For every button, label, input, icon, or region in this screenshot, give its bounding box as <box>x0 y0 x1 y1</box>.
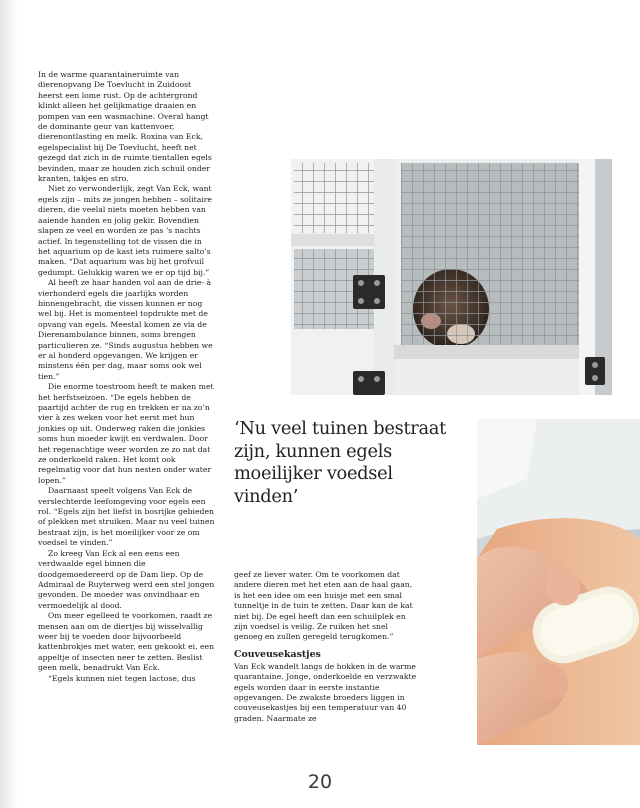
hedgehog-cage-photo <box>291 159 612 395</box>
paragraph: Die enorme toestroom heeft te maken met het herfstseizoen. “De egels hebben de paartijd achter de rug en trekken er na zo’n vier à zes weken voor het eerst met hun jonkies op uit. Onderweg raken die jonkies soms hun moeder kwijt en verdwalen. Door het regenachtige weer worden ze zo nat dat ze onderkoeld raken. Het komt ook regelmatig voor dat hun nesten onder water lopen.” <box>38 382 214 485</box>
paragraph: Van Eck wandelt langs de hokken in de warme quarantaine. Jonge, onderkoelde en verzwakte egels worden daar in eerste instantie opgevangen. De zwakste broeders liggen in couveusekastjes bij een temperatuur van 40 graden. Naarmate ze <box>234 661 417 723</box>
pull-quote: ‘Nu veel tuinen bestraat zijn, kunnen egels moeilijker voedsel vinden’ <box>234 418 446 507</box>
hand-with-bottle-photo <box>477 419 640 745</box>
paragraph: Zo kreeg Van Eck al een eens een verdwaalde egel binnen die doodgemoedereerd op de Dam liep. Op de Admiraal de Ruyterweg werd een stel jongen gevonden. De moeder was onvindbaar en vermoedelijk al dood. <box>38 548 215 610</box>
paragraph: Niet zo verwonderlijk, zegt Van Eck, want egels zijn – mits ze jongen hebben – solitaire dieren, die veelal niets moeten hebben van aaiende handen en jolig gekir. Bovendien slapen ze veel en worden ze pas ’s nachts actief. In tegenstelling tot de vissen die in het aquarium op de kast iets ruimere salto’s maken. “Dat aquarium was bij het grofvuil gedumpt. Gelukkig waren we er op tijd bij.” <box>38 184 212 277</box>
paragraph: Om meer egelleed te voorkomen, raadt ze mensen aan om de diertjes bij wisselvallig weer bij te voeden door bijvoorbeeld kattenbrokjes met water, een gekookt ei, een appeltje of insecten neer te zetten. Beslist geen melk, benadrukt Van Eck. <box>38 611 215 673</box>
paragraph: Al heeft ze haar handen vol aan de drie- à vierhonderd egels die jaarlijks worden binnengebracht, die vissen kunnen er nog wel bij. Het is momenteel topdrukte met de opvang van egels. Meestal komen ze via de Dierenambulance binnen, soms brengen particulieren ze. “Sinds augustus hebben we er al honderd opgevangen. We krijgen er minstens één per dag, maar soms ook wel tien.” <box>38 278 213 381</box>
paragraph: Daarnaast speelt volgens Van Eck de verslechterde leefomgeving voor egels een rol. “Egels zijn het liefst in bosrijke gebieden of plekken met struiken. Maar nu veel tuinen bestraat zijn, is het moeilijker voor ze om voedsel te vinden.” <box>38 486 215 548</box>
paragraph: In de warme quarantaineruimte van dierenopvang De Toevlucht in Zuidoost heerst een lome rust. Op de achtergrond klinkt alleen het gelijkmatige draaien en pompen van een wasmachine. Overal hangt de dominante geur van kattenvoer, dierenontlasting en melk. Roxina van Eck, egelspecialist bij De Toevlucht, heeft net gezegd dat zich in de ruimte tientallen egels bevinden, maar ze houden zich schuil onder kranten, takjes en stro. <box>38 70 212 184</box>
page-number: 20 <box>307 771 333 793</box>
section-subheading: Couveusekastjes <box>234 648 321 660</box>
page-gutter-shadow <box>0 0 18 808</box>
paragraph: “Egels kunnen niet tegen lactose, dus <box>48 673 196 683</box>
article-column-2 <box>234 570 418 724</box>
paragraph: geef ze liever water. Om te voorkomen dat andere dieren met het eten aan de haal gaan, is het een idee om een huisje met een smal tunneltje in de tuin te zetten. Daar kan de kat niet bij. De egel heeft dan een schuilplek en zijn voedsel is veilig. Ze ruiken het snel genoeg en zullen geregeld terugkomen.” <box>234 570 413 642</box>
article-column-1 <box>38 70 216 684</box>
